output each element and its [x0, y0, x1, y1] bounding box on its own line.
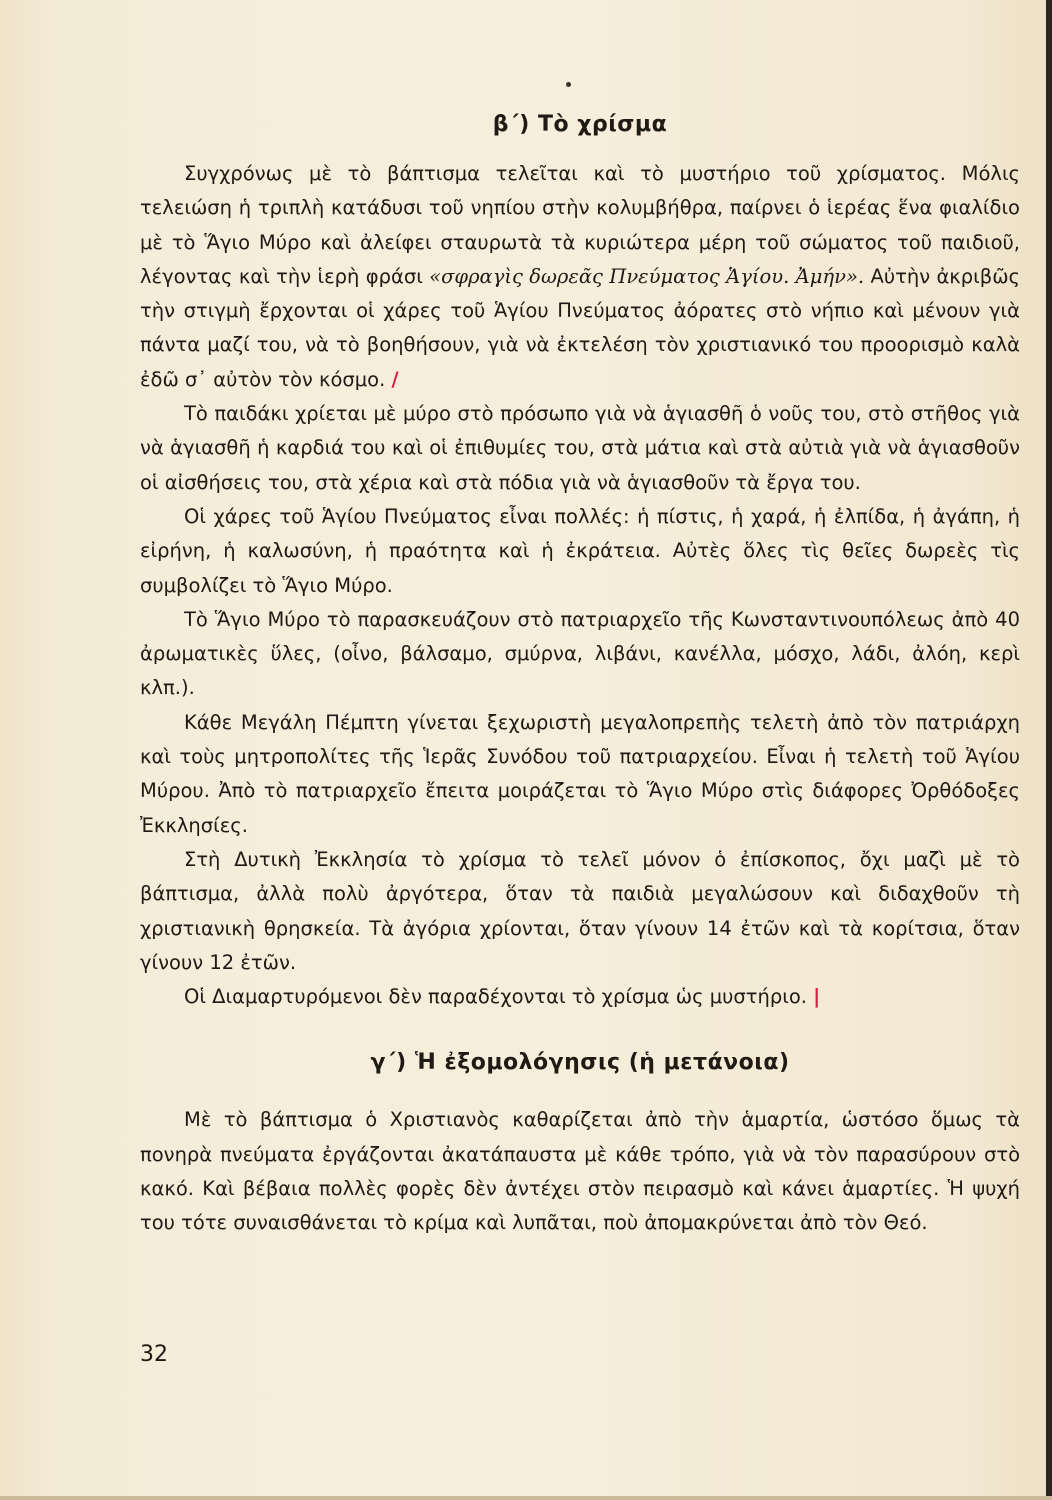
paragraph-text: Οἱ Διαμαρτυρόμενοι δὲν παραδέχονται τὸ χρίσμα ὡς μυστήριο.	[184, 985, 807, 1009]
section-heading-confession: γ΄) Ἡ ἐξομολόγησις (ἡ μετάνοια)	[370, 1050, 790, 1076]
red-pen-mark: /	[391, 367, 399, 391]
red-pen-mark: |	[813, 985, 821, 1009]
liturgical-quote: «σφραγὶς δωρεᾶς Πνεύματος Ἁγίου. Ἀμήν».	[429, 264, 865, 288]
paragraph: Οἱ χάρες τοῦ Ἁγίου Πνεύματος εἶναι πολλές: ἡ πίστις, ἡ χαρά, ἡ ἐλπίδα, ἡ ἀγάπη, ἡ εἰρήνη, ἡ καλωσύνη, ἡ πραότητα καὶ ἡ ἐκράτεια. Αὐτὲς ὅλες τὶς θεῖες δωρεὲς τὶς συμβολίζει τὸ Ἅγιο Μύρο.	[140, 504, 1020, 597]
paragraph: Τὸ παιδάκι χρίεται μὲ μύρο στὸ πρόσωπο γιὰ νὰ ἁγιασθῆ ὁ νοῦς του, στὸ στῆθος γιὰ νὰ ἁγιασθῆ ἡ καρδιά του καὶ οἱ ἐπιθυμίες του, στὰ μάτια καὶ στὰ αὐτιὰ γιὰ νὰ ἁγιασθοῦν οἱ αἰσθήσεις του, στὰ χέρια καὶ στὰ πόδια γιὰ νὰ ἁγιασθοῦν τὰ ἔργα του.	[140, 402, 1020, 494]
paragraph-text: Αὐτὴν ἀκριβῶς τὴν στιγμὴ ἔρχονται οἱ χάρες τοῦ Ἁγίου Πνεύματος ἀόρατες στὸ νήπιο καὶ μένουν γιὰ πάντα μαζί του, νὰ τὸ βοηθήσουν, γιὰ νὰ ἐκτελέση τὸν χριστιανικό του προορισμὸ καλὰ ἐδῶ σ᾽ αὐτὸν τὸν κόσμο.	[140, 264, 1020, 391]
paragraph: Μὲ τὸ βάπτισμα ὁ Χριστιανὸς καθαρίζεται ἀπὸ τὴν ἁμαρτία, ὡστόσο ὅμως τὰ πονηρὰ πνεύματα ἐργάζονται ἀκατάπαυστα μὲ κάθε τρόπο, γιὰ νὰ τὸν παρασύρουν στὸ κακό. Καὶ βέβαια πολλὲς φορὲς δὲν ἀντέχει στὸν πειρασμὸ καὶ κάνει ἁμαρτίες. Ἡ ψυχή του τότε συναισθάνεται τὸ κρίμα καὶ λυπᾶται, ποὺ ἀπομακρύνεται ἀπὸ τὸν Θεό.	[140, 1108, 1020, 1235]
paragraph	[140, 157, 1020, 397]
paragraph	[140, 980, 1020, 1014]
paragraph: Τὸ Ἅγιο Μύρο τὸ παρασκευάζουν στὸ πατριαρχεῖο τῆς Κωνσταντινουπόλεως ἀπὸ 40 ἀρωματικὲς ὕλες, (οἶνο, βάλσαμο, σμύρνα, λιβάνι, κανέλλα, μόσχο, λάδι, ἀλόη, κερὶ κλπ.).	[140, 607, 1020, 700]
section-heading-chrism: β΄) Τὸ χρίσμα	[492, 112, 668, 137]
ink-dot	[566, 82, 571, 87]
paragraph: Κάθε Μεγάλη Πέμπτη γίνεται ξεχωριστὴ μεγαλοπρεπὴς τελετὴ ἀπὸ τὸν πατριάρχη καὶ τοὺς μητροπολίτες τῆς Ἱερᾶς Συνόδου τοῦ πατριαρχείου. Εἶναι ἡ τελετὴ τοῦ Ἁγίου Μύρου. Ἀπὸ τὸ πατριαρχεῖο ἔπειτα μοιράζεται τὸ Ἅγιο Μύρο στὶς διάφορες Ὀρθόδοξες Ἐκκλησίες.	[140, 710, 1020, 837]
paragraph: Στὴ Δυτικὴ Ἐκκλησία τὸ χρίσμα τὸ τελεῖ μόνον ὁ ἐπίσκοπος, ὄχι μαζὶ μὲ τὸ βάπτισμα, ἀλλὰ πολὺ ἀργότερα, ὅταν τὰ παιδιὰ μεγαλώσουν καὶ διδαχθοῦν τὴ χριστιανικὴ θρησκεία. Τὰ ἀγόρια χρίονται, ὅταν γίνουν 14 ἐτῶν καὶ τὰ κορίτσια, ὅταν γίνουν 12 ἐτῶν.	[140, 847, 1020, 974]
page-edge-shadow	[1046, 0, 1052, 1500]
paragraph-text: Συγχρόνως μὲ τὸ βάπτισμα τελεῖται καὶ τὸ μυστήριο τοῦ χρίσματος. Μόλις τελειώση ἡ τριπλὴ κατάδυσι τοῦ νηπίου στὴν κολυμβήθρα, παίρνει ὁ ἱερέας ἕνα φιαλίδιο μὲ τὸ Ἅγιο Μύρο καὶ ἀλείφει σταυρωτὰ τὰ κυριώτερα μέρη τοῦ σώματος τοῦ παιδιοῦ, λέγοντας καὶ τὴν ἱερὴ φράσι	[140, 162, 1020, 288]
page-bottom-edge	[0, 1496, 1052, 1500]
page-number: 32	[140, 1342, 168, 1367]
page-content	[140, 100, 1020, 1241]
